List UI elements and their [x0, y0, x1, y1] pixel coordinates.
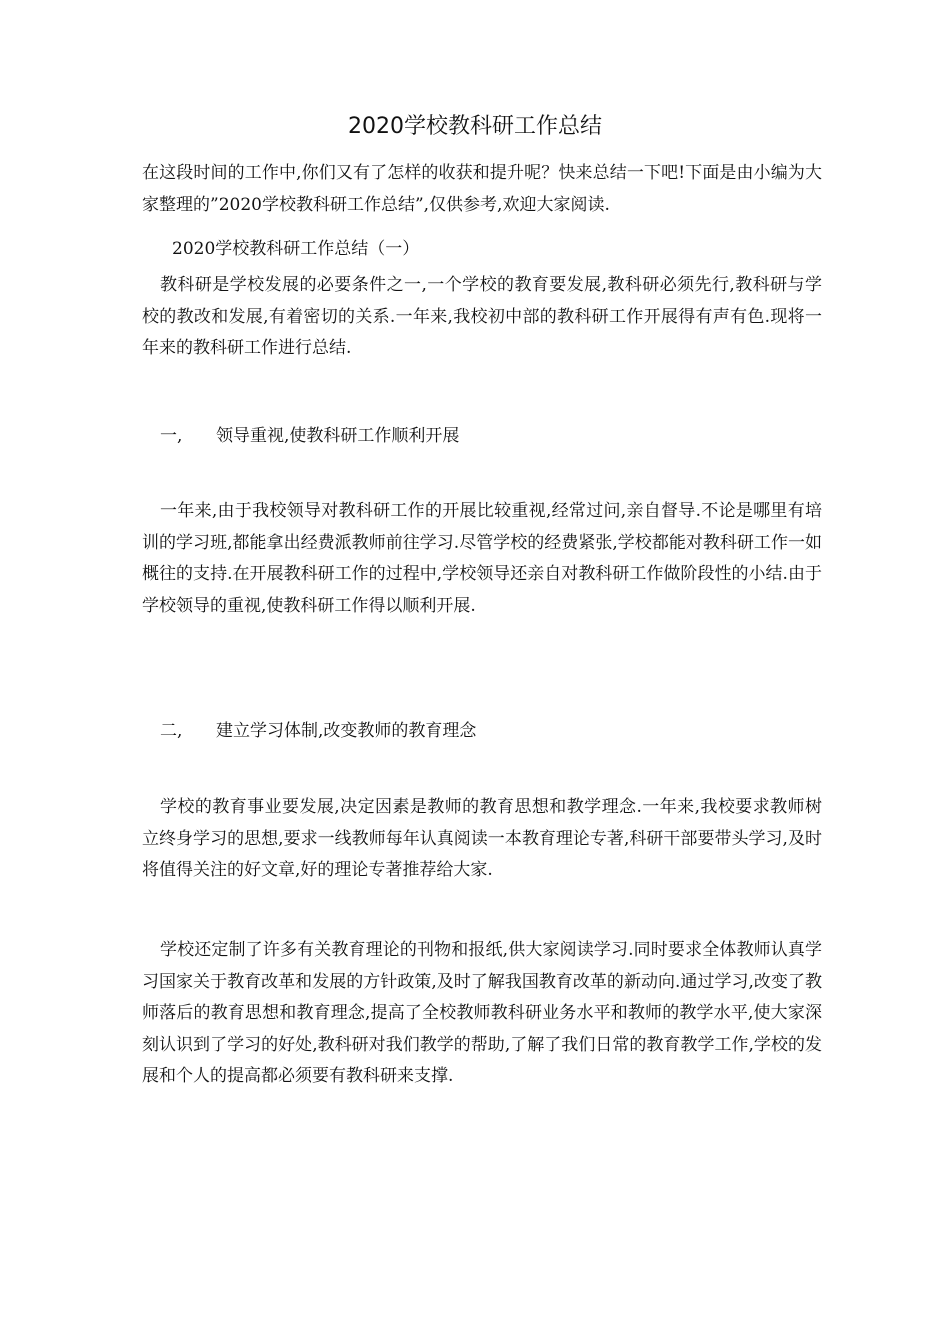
paragraph-1: 教科研是学校发展的必要条件之一,一个学校的教育要发展,教科研必须先行,教科研与学校的教改和发展,有着密切的关系.一年来,我校初中部的教科研工作开展得有声有色.现将一年来的教科研工作进行总结.	[142, 275, 822, 358]
document-title: 2020学校教科研工作总结	[348, 114, 602, 139]
paragraph-4: 学校还定制了许多有关教育理论的刊物和报纸,供大家阅读学习.同时要求全体教师认真学习国家关于教育改革和发展的方针政策,及时了解我国教育改革的新动向.通过学习,改变了教师落后的教育思想和教育理念,提高了全校教师教科研业务水平和教师的教学水平,使大家深刻认识到了学习的好处,教科研对我们教学的帮助,了解了我们日常的教育教学工作,学校的发展和个人的提高都必须要有教科研来支撑.	[142, 940, 822, 1086]
section-heading-text-2: 建立学习体制,改变教师的教育理念	[216, 721, 477, 741]
intro-paragraph: 在这段时间的工作中,你们又有了怎样的收获和提升呢？快来总结一下吧!下面是由小编为大家整理的”2020学校教科研工作总结”,仅供参考,欢迎大家阅读.	[142, 163, 822, 215]
paragraph-3: 学校的教育事业要发展,决定因素是教师的教育思想和教学理念.一年来,我校要求教师树立终身学习的思想,要求一线教师每年认真阅读一本教育理论专著,科研干部要带头学习,及时将值得关注的好文章,好的理论专著推荐给大家.	[142, 797, 822, 880]
section-heading-1	[160, 421, 459, 451]
section-number-1: 一,	[160, 426, 183, 446]
section-number-2: 二,	[160, 721, 183, 741]
section-heading-text-1: 领导重视,使教科研工作顺利开展	[216, 426, 460, 446]
paragraph-2: 一年来,由于我校领导对教科研工作的开展比较重视,经常过问,亲自督导.不论是哪里有培训的学习班,都能拿出经费派教师前往学习.尽管学校的经费紧张,学校都能对教科研工作一如概往的支持.在开展教科研工作的过程中,学校领导还亲自对教科研工作做阶段性的小结.由于学校领导的重视,使教科研工作得以顺利开展.	[142, 501, 822, 616]
section-heading-2	[160, 716, 476, 746]
subtitle: 2020学校教科研工作总结（一）	[172, 239, 420, 259]
